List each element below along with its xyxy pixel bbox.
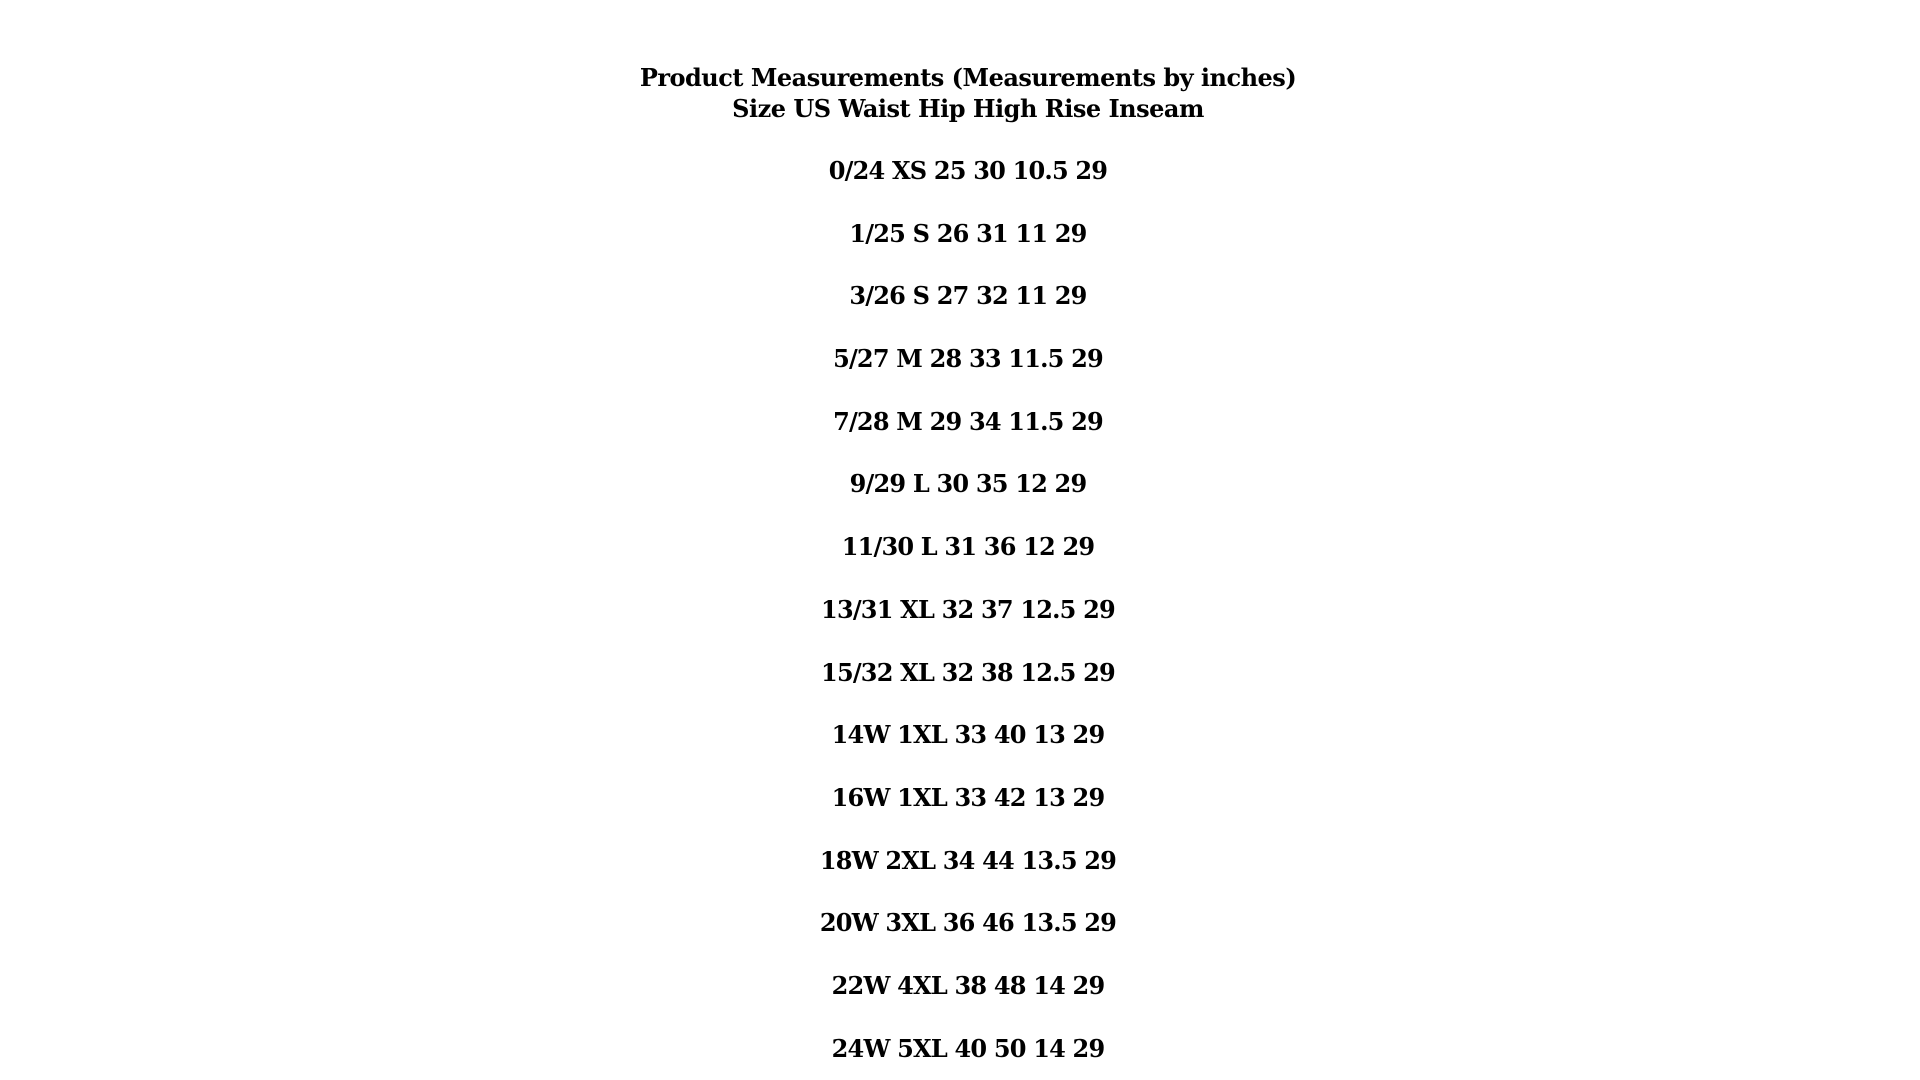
- size-row: 3/26 S 27 32 11 29: [849, 281, 1087, 311]
- size-row: 15/32 XL 32 38 12.5 29: [821, 657, 1115, 687]
- document-title: Product Measurements (Measurements by inches): [639, 63, 1297, 92]
- size-row: 7/28 M 29 34 11.5 29: [833, 406, 1103, 436]
- size-row: 11/30 L 31 36 12 29: [841, 532, 1095, 562]
- size-row: 13/31 XL 32 37 12.5 29: [821, 594, 1115, 624]
- size-row: 14W 1XL 33 40 13 29: [831, 720, 1105, 750]
- column-header-line: Size US Waist Hip High Rise Inseam: [732, 94, 1204, 123]
- size-row: 24W 5XL 40 50 14 29: [831, 1033, 1105, 1063]
- size-row: 0/24 XS 25 30 10.5 29: [828, 156, 1108, 185]
- size-row: 16W 1XL 33 42 13 29: [831, 782, 1105, 812]
- size-row: 20W 3XL 36 46 13.5 29: [819, 908, 1117, 938]
- title-block: [0, 62, 1920, 124]
- size-row: 22W 4XL 38 48 14 29: [831, 970, 1105, 1000]
- size-row: 18W 2XL 34 44 13.5 29: [819, 845, 1117, 875]
- size-row: 1/25 S 26 31 11 29: [849, 218, 1087, 248]
- size-row: 5/27 M 28 33 11.5 29: [833, 344, 1103, 374]
- measurements-document: [0, 62, 1920, 1080]
- size-rows: [0, 156, 1920, 1064]
- size-row: 9/29 L 30 35 12 29: [849, 469, 1087, 499]
